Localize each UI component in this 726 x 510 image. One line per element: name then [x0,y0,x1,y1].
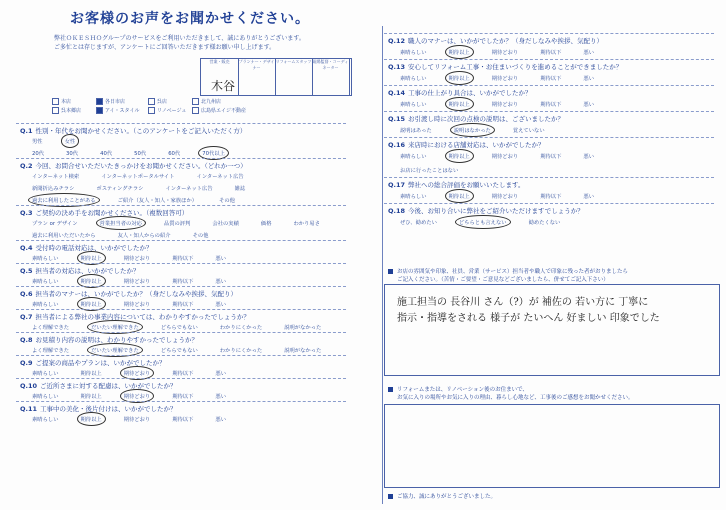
bullet-icon [388,269,393,274]
answer-option[interactable]: 期待以下 [172,279,194,285]
answer-option[interactable]: 期待どおり [123,394,151,400]
question-heading [20,266,140,275]
answer-option[interactable]: 期待以下 [540,50,562,56]
answer-option[interactable]: 60代 [168,151,181,157]
answer-option[interactable]: 悪い [583,154,595,160]
answer-option[interactable]: だいたい理解できた [91,325,139,331]
answer-option[interactable]: 期待以上 [448,194,470,200]
question-text: 工事の仕上がり具合は、いかがでしたか？ [408,89,532,97]
question-text: 来店時における店舗対応は、いかがでしたか？ [408,141,545,149]
answer-option[interactable]: 品質の評判 [163,221,191,227]
answer-option[interactable]: 期待以上 [448,76,470,82]
answer-option[interactable]: 素晴らしい [400,76,427,82]
answer-option[interactable]: 期待以下 [172,394,194,400]
answer-options [400,192,616,200]
question-divider [16,401,346,402]
question-divider [384,203,714,204]
answer-option[interactable]: 期待以上 [80,417,102,423]
question-divider [16,309,346,310]
question-heading [388,88,532,97]
branch-label: リノベージュ [157,108,187,114]
question-divider [16,286,346,287]
checkbox-icon[interactable] [192,98,199,105]
answer-option[interactable]: 悪い [583,50,595,56]
answer-option[interactable]: 期待以上 [80,256,102,262]
answer-option[interactable]: 悪い [215,394,227,400]
checkbox-icon[interactable] [96,98,103,105]
question-heading [388,206,584,215]
answer-option[interactable]: 期待どおり [123,417,151,423]
question-divider [16,240,346,241]
answer-option[interactable]: 素晴らしい [400,154,427,160]
thanks-label: ご協力、誠にありがとうございました。 [397,494,497,500]
question-heading [388,62,622,71]
answer-option[interactable]: 期待どおり [491,194,519,200]
answer-option[interactable]: 男性 [32,139,43,145]
branch-option[interactable] [96,107,139,114]
branch-option[interactable] [192,107,246,114]
question-heading [388,36,603,45]
answer-option[interactable]: 20代 [32,151,45,157]
question-divider [16,123,346,124]
stamp-col-staff: リフォームスタッフ [275,59,313,95]
comment-question-1 [388,268,628,284]
answer-option[interactable]: 期待以下 [540,76,562,82]
branch-label: 広島県エイジ不動産 [201,108,247,114]
answer-options [32,392,248,400]
answer-option[interactable]: だいたい理解できた [91,348,139,354]
answer-option[interactable]: 期待以上 [80,279,102,285]
answer-option[interactable]: 期待以下 [172,256,194,262]
question-number: Q.14 [388,89,406,97]
answer-option[interactable]: 悪い [583,76,595,82]
question-number: Q.12 [388,37,406,45]
question-number: Q.2 [20,162,33,170]
answer-option[interactable]: 悪い [215,279,227,285]
answer-option[interactable]: 50代 [134,151,147,157]
answer-option[interactable]: 素晴らしい [400,50,427,56]
answer-options [400,48,616,56]
answer-options [400,152,616,160]
answer-option[interactable]: インターネットポータルサイト [101,174,175,180]
question-number: Q.11 [20,405,38,413]
question-heading [20,381,177,390]
bullet-icon [388,387,393,392]
comment-box-1[interactable] [384,284,720,376]
handwritten-line-2: 指示・指導をされる 様子が たいへん 好ましい 印象でした [397,313,660,324]
question-divider [16,355,346,356]
question-heading [20,126,246,135]
answer-option[interactable]: インターネット広告 [196,174,244,180]
answer-options [400,100,616,108]
branch-option[interactable] [52,98,71,105]
answer-option[interactable]: 素晴らしい [32,394,59,400]
answer-option[interactable]: 期待以上 [80,371,102,377]
question-number: Q.18 [388,207,406,215]
answer-option[interactable]: 期待以上 [448,50,470,56]
question-text: ご近所さまに対する配慮は、いかがでしたか？ [40,382,177,390]
question-number: Q.16 [388,141,406,149]
answer-options [32,277,248,285]
answer-option[interactable]: 説明はなかった [453,128,491,134]
checkbox-icon[interactable] [148,98,155,105]
question-number: Q.13 [388,63,406,71]
answer-option[interactable]: 素晴らしい [32,417,59,423]
staff-stamp-box [200,58,352,96]
question-text: ご契約の決め手をお聞かせください。（複数回答可） [35,209,189,217]
intro-line-1: 弊社ＯＫＥＳＨＯグループのサービスをご利用いただきまして、誠にありがとうございます。 [54,35,305,42]
answer-option[interactable]: わかり易さ [293,221,320,227]
answer-option[interactable]: どちらでもない [160,325,198,331]
answer-option[interactable]: 期待以下 [540,102,562,108]
thanks-text [388,492,496,500]
answer-option[interactable]: その他 [192,233,209,239]
answer-options [32,172,266,180]
answer-option[interactable]: 期待どおり [491,154,519,160]
page-title: お客様のお声をお聞かせください。 [70,11,310,27]
answer-option[interactable]: 70代以上 [202,151,225,157]
question-heading [20,312,250,321]
branch-label: 本店 [61,99,72,105]
answer-option[interactable]: 40代 [100,151,113,157]
answer-option[interactable]: お店に行ったことはない [400,168,459,174]
stamp-col-sales: 営業・販売 [201,59,239,95]
answer-option[interactable]: 素晴らしい [32,371,59,377]
question-text: 担当者のマナーは、いかがでしたか？（身だしなみや挨拶、気配り） [35,290,238,298]
question-number: Q.10 [20,382,38,390]
answer-options [32,323,343,331]
question-text: お見積り内容の説明は、わかりやすかったでしょうか？ [35,336,199,344]
answer-options [32,219,342,227]
answer-options [32,369,248,377]
answer-options [32,254,248,262]
question-number: Q.5 [20,267,33,275]
question-heading [388,114,564,123]
question-text: 職人のマナーは、いかがでしたか？（身だしなみや挨拶、気配り） [408,37,604,45]
question-text: 担当者による弊社の事業内容については、わかりやすかったでしょうか？ [35,313,250,321]
answer-option[interactable]: 会社の実績 [212,221,239,227]
question-heading [388,180,525,189]
answer-option[interactable]: 説明はあった [400,128,432,134]
answer-options [32,415,248,423]
checkbox-icon[interactable] [52,107,59,114]
answer-option[interactable]: 期待以下 [540,194,562,200]
answer-option[interactable]: わかりにくかった [219,325,263,331]
answer-option[interactable]: 悪い [215,417,227,423]
question-heading [20,404,177,413]
question-text: 弊社への総合評価をお願いいたします。 [408,181,525,189]
answer-options [32,346,343,354]
question-text: 今後、お知り合いに弊社をご紹介いただけますでしょうか？ [408,207,584,215]
answer-option[interactable]: 女性 [64,139,76,145]
answer-option[interactable]: ご紹介（友人・知人・家族ほか） [117,198,198,204]
answer-option[interactable]: どちらとも言えない [458,220,507,226]
answer-option[interactable]: 覚えていない [512,128,545,134]
checkbox-icon[interactable] [52,98,59,105]
answer-option[interactable]: 期待どおり [491,76,519,82]
question-divider [384,59,714,60]
question-number: Q.17 [388,181,406,189]
question-divider [16,158,346,159]
answer-option[interactable]: 過去に利用いただいたから [32,233,96,239]
answer-options [32,231,230,239]
question-text: ご提案の商品やプランは、いかがでしたか？ [35,359,166,367]
answer-option[interactable]: どちらでもない [160,348,198,354]
answer-option[interactable]: 期待以下 [540,154,562,160]
answer-option[interactable]: 期待以上 [80,302,102,308]
answer-option[interactable]: その他 [219,198,235,204]
answer-option[interactable]: よく理解できた [32,325,70,331]
comment-question-2 [388,386,634,402]
handwritten-line-1: 施工担当の 長谷川 さん（?）が 補佐の 若い方に 丁寧に [397,297,649,308]
question-number: Q.8 [20,336,33,344]
intro-text [54,34,305,52]
answer-option[interactable]: 友人・知人からの紹介 [117,233,171,239]
question-text: お引渡し時に次回の点検の説明は、ございましたか？ [408,115,565,123]
comment-q1-line2: ご記入ください。（苦情・ご要望・ご意見などございましたら、併せてご記入下さい） [397,277,609,283]
checkbox-icon[interactable] [96,107,103,114]
question-text: 受付時の電話対応は、いかがでしたか？ [35,244,153,252]
question-number: Q.3 [20,209,33,217]
question-heading [20,208,188,217]
answer-option[interactable]: 期待どおり [123,256,151,262]
answer-options [400,126,567,134]
answer-options [32,184,267,192]
answer-options [400,166,480,174]
comment-q2-line1: リフォームまたは、リノベーション後のお住まいで、 [397,387,528,393]
answer-option[interactable]: 期待以上 [448,102,470,108]
answer-options [32,149,247,157]
branch-option[interactable] [96,98,125,105]
question-text: 性別・年代をお聞かせください。（このアンケートをご記入いただく方） [35,127,247,135]
branch-label: 各日市店 [105,99,126,105]
question-number: Q.4 [20,244,33,252]
question-text: 工事中の美化・後片付けは、いかがでしたか？ [40,405,177,413]
answer-option[interactable]: 説明がなかった [284,325,322,331]
checkbox-icon[interactable] [192,107,199,114]
staff-name: 木谷 [211,79,236,93]
stamp-col-supervisor: 現場監督・コーディネーター [312,59,350,95]
answer-option[interactable]: 悪い [215,371,227,377]
question-number: Q.15 [388,115,406,123]
column-divider [382,26,383,504]
question-divider [384,33,714,34]
comment-q1-line1: お店の雰囲気や印象、社員、営業（サービス）担当者や職人で印象に残った者がおりましたら [397,269,629,275]
answer-option[interactable]: 素晴らしい [32,256,59,262]
question-heading [20,289,237,298]
question-text: 担当者の対応は、いかがでしたか？ [35,267,140,275]
answer-option[interactable]: 素晴らしい [32,279,59,285]
answer-option[interactable]: 営業担当者の対応 [99,221,142,227]
answer-options [400,218,582,226]
answer-option[interactable]: 悪い [583,102,595,108]
question-divider [384,137,714,138]
branch-option[interactable] [148,98,167,105]
branch-option[interactable] [52,107,81,114]
answer-options [400,74,616,82]
answer-option[interactable]: 新聞折込みチラシ [32,186,75,192]
question-divider [16,205,346,206]
branch-label: 呉店 [157,99,168,105]
question-number: Q.1 [20,127,33,135]
question-text: 今回、お問合せいただいたきっかけをお聞かせください。（どれか一つ） [35,162,247,170]
answer-options [32,137,97,145]
question-divider [384,111,714,112]
question-heading [388,140,545,149]
answer-option[interactable]: インターネット広告 [165,186,213,192]
question-divider [16,332,346,333]
answer-option[interactable]: 価格 [260,221,272,227]
answer-option[interactable]: インターネット検索 [32,174,80,180]
answer-option[interactable]: 悪い [583,194,595,200]
question-divider [384,85,714,86]
answer-option[interactable]: 期待以上 [448,154,470,160]
branch-label: アイ・スタイル [105,108,140,114]
answer-option[interactable]: 悪い [215,302,227,308]
answer-option[interactable]: 期待どおり [123,279,151,285]
question-heading [20,161,247,170]
stamp-col-planner: プランナー・デザイナー [238,59,276,95]
question-number: Q.7 [20,313,33,321]
comment-q2-line2: お気に入りの場所やお気に入りの理由、暮らし心地など、工事後のご感想をお聞かせください。 [397,395,634,401]
answer-option[interactable]: 期待以下 [172,417,194,423]
answer-option[interactable]: 過去に利用したことがある [32,198,96,204]
branch-label: 北九州店 [201,99,222,105]
answer-option[interactable]: 素晴らしい [400,194,427,200]
branch-option[interactable] [192,98,221,105]
answer-option[interactable]: 素晴らしい [32,302,59,308]
answer-option[interactable]: 雑誌 [234,186,246,192]
answer-option[interactable]: プラン or デザイン [32,221,78,227]
bullet-icon [388,494,393,499]
branch-label: 呉本郷店 [61,108,82,114]
answer-option[interactable]: わかりにくかった [219,348,263,354]
answer-option[interactable]: 期待どおり [123,302,151,308]
answer-option[interactable]: 勧めたくない [528,220,561,226]
answer-option[interactable]: 期待どおり [491,102,519,108]
comment-box-2[interactable] [384,404,720,488]
answer-option[interactable]: 30代 [66,151,79,157]
question-number: Q.6 [20,290,33,298]
answer-option[interactable]: 説明がなかった [284,348,322,354]
checkbox-icon[interactable] [148,107,155,114]
answer-option[interactable]: 期待以上 [80,394,102,400]
answer-option[interactable]: ポスティングチラシ [96,186,144,192]
answer-options [32,300,248,308]
question-text: 安心してリフォーム工事・お住まいづくりを進めることができましたか？ [408,63,623,71]
branch-option[interactable] [148,107,186,114]
answer-option[interactable]: 素晴らしい [400,102,427,108]
answer-option[interactable]: 期待以下 [172,302,194,308]
answer-option[interactable]: 悪い [215,256,227,262]
answer-option[interactable]: 期待どおり [123,371,151,377]
question-divider [384,177,714,178]
answer-option[interactable]: ぜひ、勧めたい [400,220,437,226]
answer-option[interactable]: 期待どおり [491,50,519,56]
answer-option[interactable]: よく理解できた [32,348,70,354]
question-divider [16,378,346,379]
intro-line-2: ご多忙とは存じますが、アンケートにご回答いただきます様お願い申し上げます。 [54,44,276,51]
question-number: Q.9 [20,359,33,367]
answer-option[interactable]: 期待以下 [172,371,194,377]
question-divider [16,263,346,264]
answer-options [32,196,257,204]
